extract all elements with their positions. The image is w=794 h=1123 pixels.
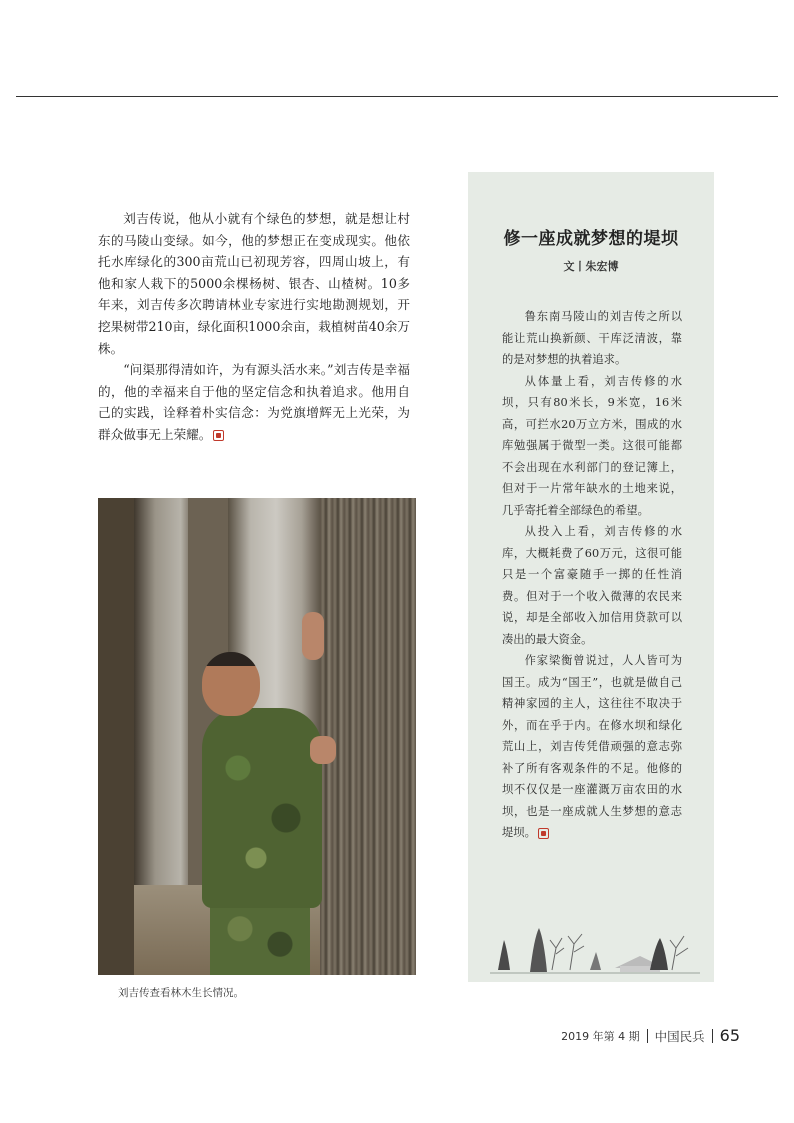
sidebar-commentary xyxy=(468,172,714,982)
sidebar-paragraph-1: 鲁东南马陵山的刘吉传之所以能让荒山换新颜、干库泛清波，靠的是对梦想的执着追求。 xyxy=(502,310,682,366)
photo-tree-trunk xyxy=(320,498,416,975)
photo-person-head xyxy=(202,652,260,716)
photo-person-hand-raised xyxy=(302,612,324,660)
photo-person-hand-trunk xyxy=(310,736,336,764)
sidebar-paragraph-4 xyxy=(502,650,682,844)
sidebar-author: 文丨朱宏博 xyxy=(563,260,619,273)
article-paragraph-2 xyxy=(98,359,410,445)
photo-man-touching-tree xyxy=(98,498,416,975)
article-body xyxy=(98,208,410,446)
sidebar-paragraph-3: 从投入上看，刘吉传修的水库，大概耗费了60万元，这很可能只是一个富豪随手一掷的任性消费。但对于一个收入微薄的农民来说，却是全部收入加信用贷款可以凑出的最大资金。 xyxy=(502,525,682,646)
page-footer xyxy=(561,1026,740,1045)
end-mark-icon xyxy=(213,430,224,441)
sidebar-body xyxy=(502,306,682,844)
footer-divider xyxy=(647,1029,648,1043)
photo-person-legs xyxy=(210,898,310,975)
photo-tree-left xyxy=(98,498,134,975)
photo-person-body xyxy=(202,708,322,908)
footer-divider xyxy=(712,1029,713,1043)
sidebar-paragraph-4-text: 作家梁衡曾说过，人人皆可为国王。成为“国王”，也就是做自己精神家园的主人，这往往不取决于外，而在乎于内。在修水坝和绿化荒山上，刘吉传凭借顽强的意志弥补了所有客观条件的不足。他修的坝不仅仅是一座灌溉万亩农田的水坝，也是一座成就人生梦想的意志堤坝。 xyxy=(502,654,682,839)
photo-caption: 刘吉传查看林木生长情况。 xyxy=(118,987,244,999)
sidebar-title: 修一座成就梦想的堤坝 xyxy=(503,229,679,249)
top-rule xyxy=(16,96,778,97)
article-paragraph-2-text: “问渠那得清如许，为有源头活水来。”刘吉传是幸福的，他的幸福来自于他的坚定信念和执着追求。他用自己的实践，诠释着朴实信念：为党旗增辉无上光荣，为群众做事无上荣耀。 xyxy=(98,362,410,442)
end-mark-icon xyxy=(538,828,549,839)
footer-magazine: 中国民兵 xyxy=(654,1028,705,1044)
article-paragraph-1: 刘吉传说，他从小就有个绿色的梦想，就是想让村东的马陵山变绿。如今，他的梦想正在变成现实。他依托水库绿化的300亩荒山已初现芳容，四周山坡上，有他和家人栽下的5000余棵杨树、银杏、山楂树。10多年来，刘吉传多次聘请林业专家进行实地勘测规划，开挖果树带210亩，绿化面积1000余亩，栽植树苗40余万株。 xyxy=(98,211,410,356)
sidebar-paragraph-2: 从体量上看，刘吉传修的水坝，只有80米长，9米宽，16米高，可拦水20万立方米，围成的水库勉强属于微型一类。这很可能都不会出现在水利部门的登记簿上，但对于一片常年缺水的土地来说，几乎寄托着全部绿色的希望。 xyxy=(502,374,682,517)
footer-issue: 2019 年第 4 期 xyxy=(561,1029,640,1043)
landscape-illustration xyxy=(490,918,700,980)
page-number: 65 xyxy=(719,1026,740,1045)
